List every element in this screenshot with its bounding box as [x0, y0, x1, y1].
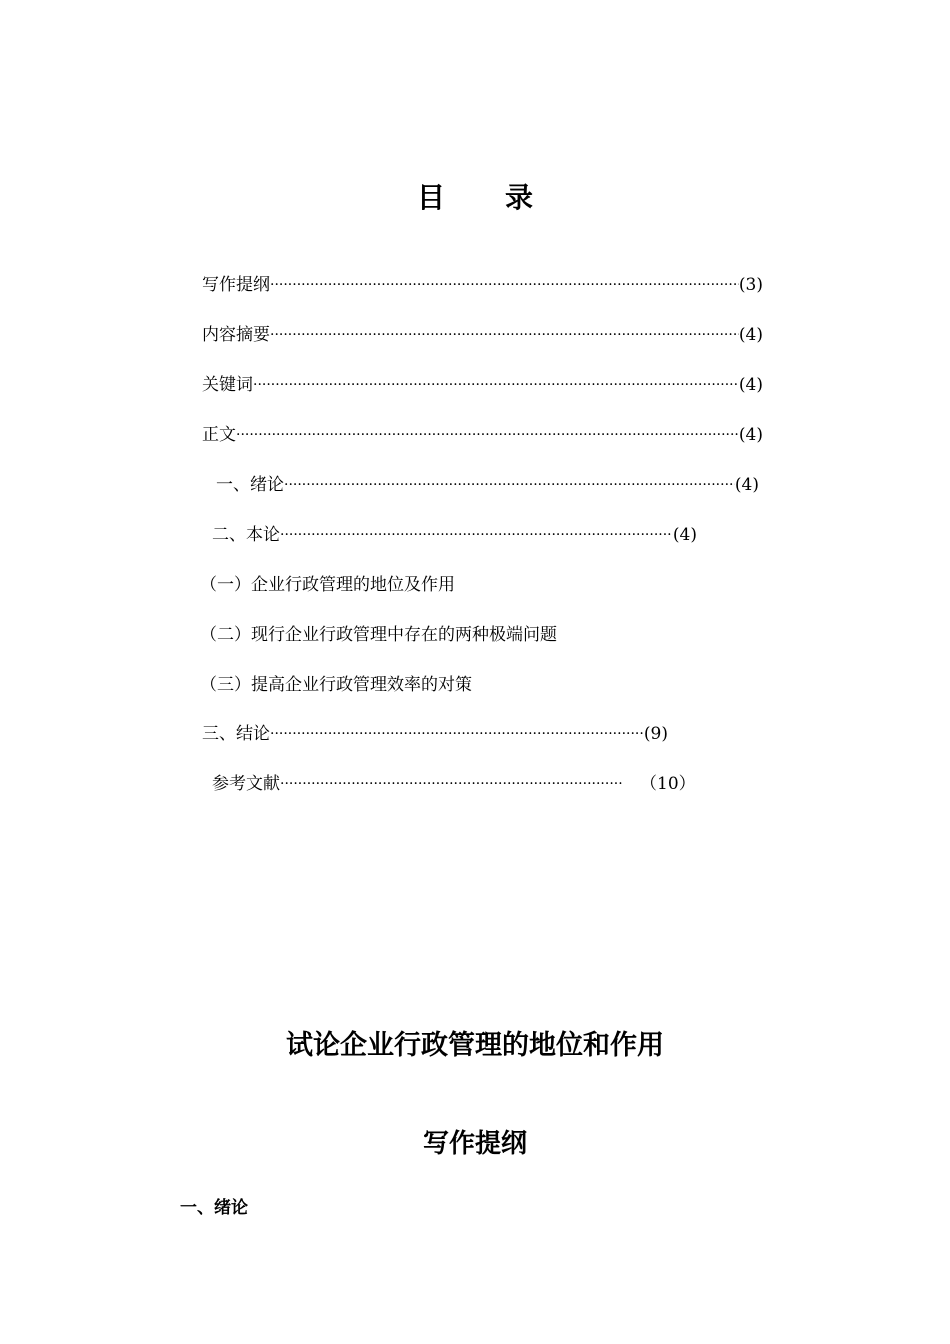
toc-entry-page: (4) [734, 475, 759, 495]
toc-entry-page: (3) [738, 275, 763, 295]
toc-title-char-2: 录 [505, 181, 534, 214]
toc-leader-dots [284, 472, 735, 498]
toc-entry-outline[interactable] [202, 272, 763, 298]
toc-entry-page: (4) [672, 525, 697, 545]
toc-entry-abstract[interactable] [202, 322, 763, 348]
toc-entry-subsection-1[interactable] [200, 572, 760, 598]
toc-leader-dots [270, 721, 644, 747]
outline-heading: 写作提纲 [422, 1129, 527, 1159]
toc-entry-conclusion[interactable] [202, 721, 668, 747]
toc-leader-dots [236, 422, 739, 448]
toc-entry-page: （10） [640, 774, 696, 794]
toc-entry-subsection-2[interactable] [200, 622, 760, 648]
toc-entry-label: （三）提高企业行政管理效率的对策 [200, 675, 472, 695]
toc-leader-dots [280, 771, 622, 797]
toc-entry-page: (4) [738, 425, 763, 445]
section-heading: 一、绪论 [180, 1198, 248, 1218]
toc-leader-dots [270, 272, 739, 298]
toc-entry-keywords[interactable] [202, 372, 763, 398]
toc-leader-dots [270, 322, 739, 348]
toc-entry-label: 正文 [202, 425, 236, 445]
toc-entry-label: （二）现行企业行政管理中存在的两种极端问题 [200, 625, 557, 645]
toc-entry-label: 写作提纲 [202, 275, 270, 295]
toc-entry-page: (4) [738, 375, 763, 395]
toc-entry-body[interactable] [212, 522, 697, 548]
toc-entry-page: (4) [738, 325, 763, 345]
toc-title-char-1: 目 [417, 181, 446, 214]
toc-entry-page: (9) [643, 724, 668, 744]
toc-leader-dots [280, 522, 673, 548]
toc-entry-label: 三、结论 [202, 724, 270, 744]
toc-entry-references[interactable] [212, 771, 696, 797]
toc-entry-label: 内容摘要 [202, 325, 270, 345]
toc-entry-introduction[interactable] [216, 472, 759, 498]
toc-entry-main-text[interactable] [202, 422, 763, 448]
document-title: 试论企业行政管理的地位和作用 [286, 1030, 664, 1061]
toc-entry-label: 参考文献 [212, 774, 280, 794]
toc-title [0, 176, 950, 220]
toc-entry-label: 一、绪论 [216, 475, 284, 495]
toc-entry-subsection-3[interactable] [200, 672, 760, 698]
toc-leader-dots [253, 372, 739, 398]
toc-entry-label: 关键词 [202, 375, 253, 395]
toc-entry-label: 二、本论 [212, 525, 280, 545]
toc-entry-label: （一）企业行政管理的地位及作用 [200, 575, 455, 595]
